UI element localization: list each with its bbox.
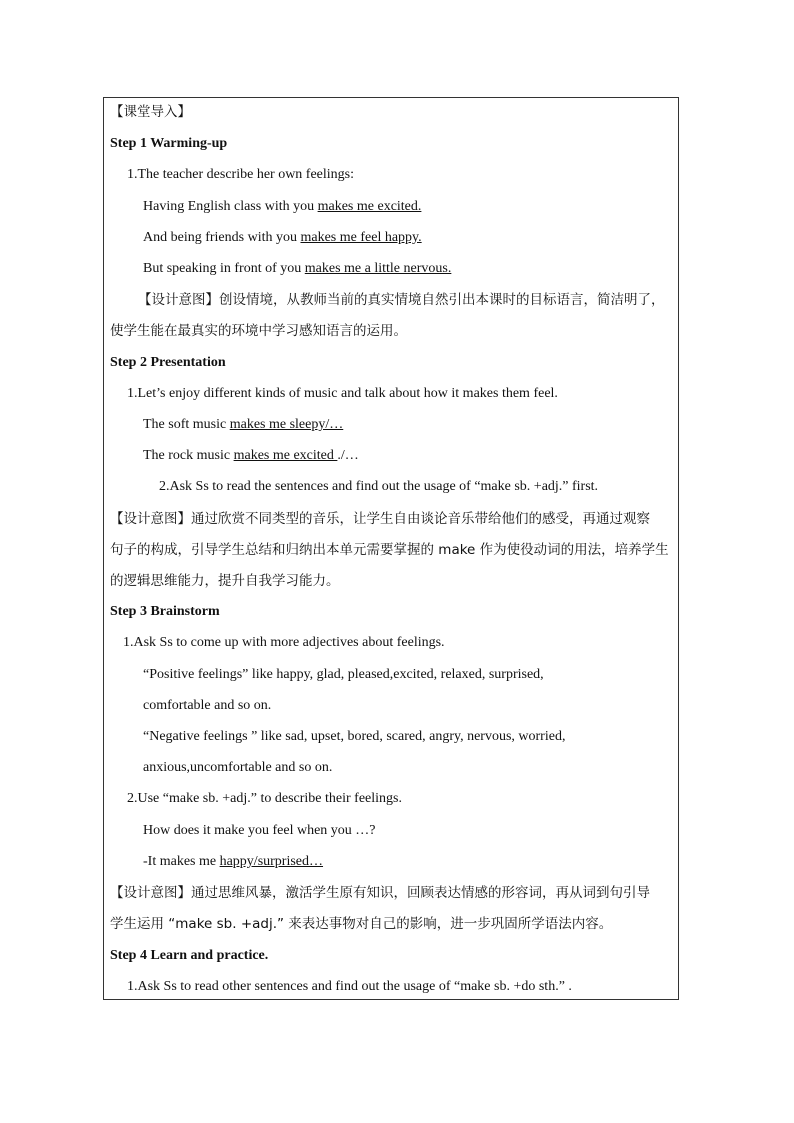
step3-answer: -It makes me happy/surprised… (143, 854, 324, 869)
step1-title: Step 1 Warming-up (110, 136, 228, 151)
step4-title: Step 4 Learn and practice. (110, 948, 269, 963)
step1-line2: And being friends with you makes me feel happy. (143, 230, 422, 245)
step2-design-intent-cont: 句子的构成，引导学生总结和归纳出本单元需要掌握的 make 作为使役动词的用法，培养学生 (110, 542, 669, 558)
step2-rock-music: The rock music makes me excited ./… (143, 448, 359, 463)
step2-item1: 1.Let’s enjoy different kinds of music and talk about how it makes them feel. (127, 386, 558, 401)
step3-design-intent: 【设计意图】通过思维风暴，激活学生原有知识，回顾表达情感的形容词，再从词到句引导 (110, 885, 650, 901)
step3-positive-line2: comfortable and so on. (143, 698, 272, 713)
step3-item1: 1.Ask Ss to come up with more adjectives about feelings. (123, 635, 445, 650)
step1-design-intent: 【设计意图】创设情境，从教师当前的真实情境自然引出本课时的目标语言，简洁明了， (138, 292, 665, 308)
step2-design-intent-end: 的逻辑思维能力，提升自我学习能力。 (110, 573, 340, 589)
step2-soft-music: The soft music makes me sleepy/… (143, 417, 344, 432)
section-header: 【课堂导入】 (110, 104, 191, 120)
step3-design-intent-cont: 学生运用 “make sb. +adj.” 来表达事物对自己的影响，进一步巩固所学语法内容。 (110, 916, 613, 932)
step3-negative-line2: anxious,uncomfortable and so on. (143, 760, 333, 775)
step3-negative-line1: “Negative feelings ” like sad, upset, bored, scared, angry, nervous, worried, (143, 729, 566, 744)
step4-item1: 1.Ask Ss to read other sentences and find out the usage of “make sb. +do sth.” . (127, 979, 572, 994)
step1-line1: Having English class with you makes me excited. (143, 199, 422, 214)
step3-question: How does it make you feel when you …? (143, 823, 376, 838)
step3-positive-line1: “Positive feelings” like happy, glad, pleased,excited, relaxed, surprised, (143, 667, 544, 682)
step3-item2: 2.Use “make sb. +adj.” to describe their feelings. (127, 791, 402, 806)
step1-design-intent-cont: 使学生能在最真实的环境中学习感知语言的运用。 (110, 323, 407, 339)
step3-title: Step 3 Brainstorm (110, 604, 220, 619)
step2-design-intent: 【设计意图】通过欣赏不同类型的音乐，让学生自由谈论音乐带给他们的感受，再通过观察 (110, 511, 650, 527)
step2-title: Step 2 Presentation (110, 355, 226, 370)
step1-line3: But speaking in front of you makes me a little nervous. (143, 261, 452, 276)
step1-item1: 1.The teacher describe her own feelings: (127, 167, 355, 182)
step2-item2: 2.Ask Ss to read the sentences and find out the usage of “make sb. +adj.” first. (159, 479, 599, 494)
